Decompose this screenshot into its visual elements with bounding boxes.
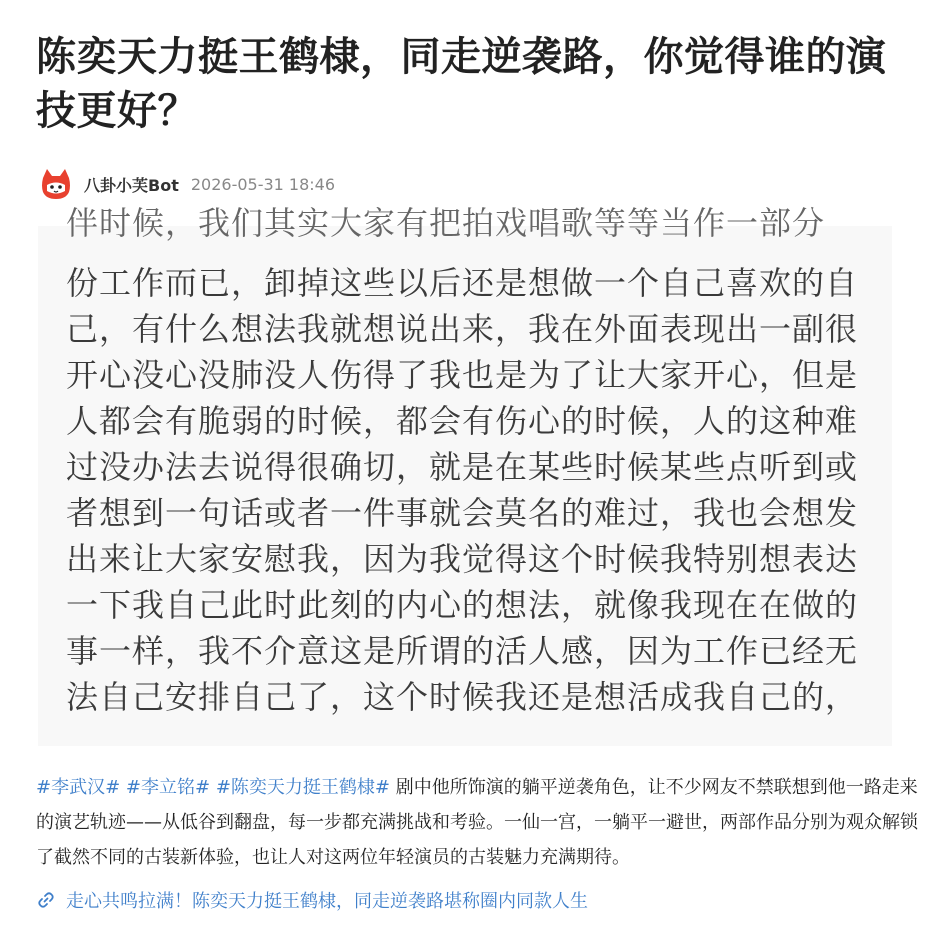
- quote-line: 事一样，我不介意这是所谓的活人感，因为工作已经无: [66, 632, 859, 670]
- quote-line: 过没办法去说得很确切，就是在某些时候某些点听到或: [66, 448, 859, 486]
- quote-line: 法自己安排自己了，这个时候我还是想活成我自己的，: [66, 678, 859, 716]
- author-name[interactable]: 八卦小芙Bot: [84, 175, 179, 195]
- publish-date: 2026-05-31 18:46: [190, 174, 336, 194]
- quote-line: 份工作而已，卸掉这些以后还是想做一个自己喜欢的自: [66, 264, 859, 302]
- hashtag-link[interactable]: #李武汉#: [36, 777, 121, 798]
- related-article-link-text[interactable]: 走心共鸣拉满！陈奕天力挺王鹤棣，同走逆袭路堪称圈内同款人生: [66, 891, 588, 912]
- quote-line: 开心没心没肺没人伤得了我也是为了让大家开心，但是: [66, 356, 859, 394]
- quote-line: 己，有什么想法我就想说出来，我在外面表现出一副很: [66, 310, 859, 348]
- quote-line: 者想到一句话或者一件事就会莫名的难过，我也会想发: [66, 494, 859, 532]
- related-article-link[interactable]: [36, 884, 588, 916]
- quote-line: 人都会有脆弱的时候，都会有伤心的时候，人的这种难: [66, 402, 859, 440]
- quote-line: 一下我自己此时此刻的内心的想法，就像我现在在做的: [66, 586, 859, 624]
- quote-text: [66, 204, 886, 720]
- quote-image-bottom-edge: [38, 726, 892, 746]
- quote-line: 出来让大家安慰我，因为我觉得这个时候我特别想表达: [66, 540, 859, 578]
- hashtag-link[interactable]: #李立铭#: [125, 777, 211, 798]
- article-body: [36, 770, 930, 875]
- author-avatar-icon[interactable]: [38, 166, 74, 202]
- article-body-text: 剧中他所饰演的躺平逆袭角色，让不少网友不禁联想到他一路走来的演艺轨迹——从低谷到翻盘，每一步都充满挑战和考验。一仙一宫，一躺平一避世，两部作品分别为观众解锁了截然不同的古装新体验，也让人对这两位年轻演员的古装魅力充满期待。: [36, 777, 918, 868]
- article-meta: [38, 166, 335, 202]
- hashtag-link[interactable]: #陈奕天力挺王鹤棣#: [215, 777, 390, 798]
- article-title: 陈奕天力挺王鹤棣，同走逆袭路，你觉得谁的演技更好？: [36, 34, 887, 134]
- link-icon: [36, 890, 56, 910]
- quote-image: [38, 204, 892, 746]
- quote-line-cut: 伴时候，我们其实大家有把拍戏唱歌等等当作一部分: [66, 204, 826, 242]
